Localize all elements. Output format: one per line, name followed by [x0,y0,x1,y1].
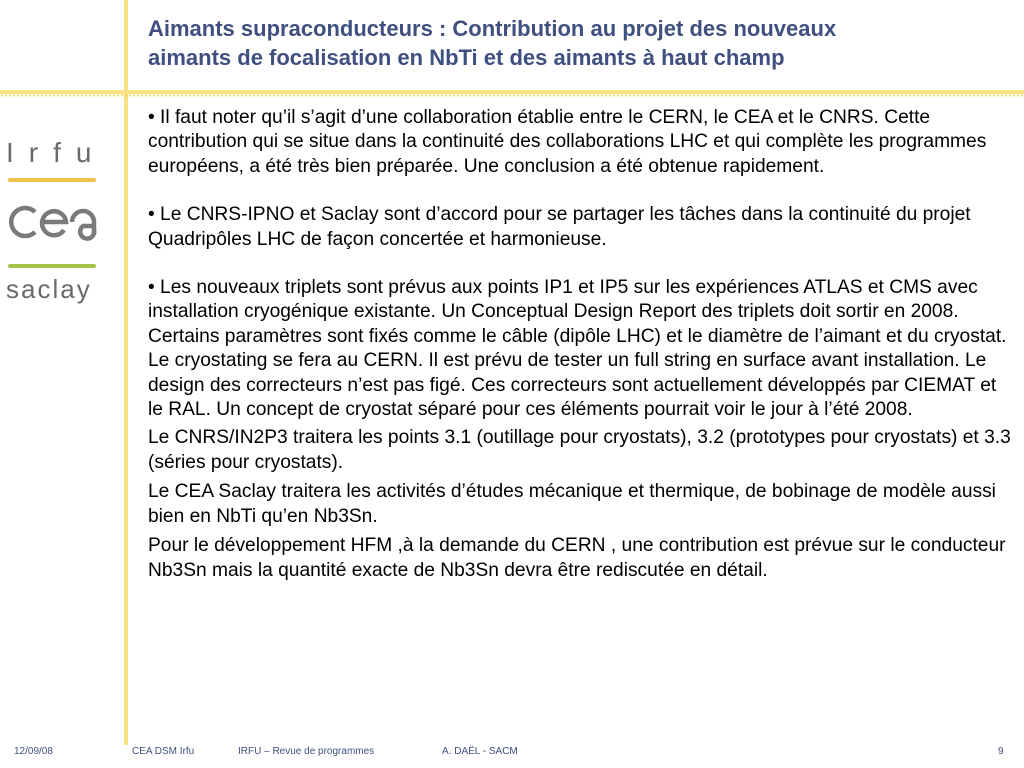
footer-author: A. DAËL - SACM [442,746,518,757]
irfu-logo-bar [8,178,96,182]
paragraph-cea: Le CEA Saclay traitera les activités d’études mécanique et thermique, de bobinage de modèle aussi bien en NbTi qu’en Nb3Sn. [148,481,996,527]
slide-title [148,14,1008,72]
vertical-divider [124,0,128,745]
saclay-logo: saclay [6,274,92,304]
title-divider-dots [0,94,1024,97]
paragraph-hfm: Pour le développement HFM ,à la demande du CERN , une contribution est prévue sur le conducteur Nb3Sn mais la quantité exacte de Nb3Sn devra être rediscutée en détail. [148,535,1006,581]
bullet-task-sharing: • Le CNRS-IPNO et Saclay sont d’accord pour se partager les tâches dans la continuité du projet Quadripôles LHC de façon concertée et harmonieuse. [148,204,971,250]
cea-logo [8,200,98,244]
page-number: 9 [998,746,1004,757]
slide-title-line-1: Aimants supraconducteurs : Contribution au projet des nouveaux [148,16,837,41]
footer-date: 12/09/08 [14,746,53,757]
cea-logo-icon [8,200,98,244]
bullet-triplets: • Les nouveaux triplets sont prévus aux points IP1 et IP5 sur les expériences ATLAS et CMS avec installation cryogénique existante. Un Conceptual Design Report des triplets doit sortir en 2008. Certains paramètres sont fixés comme le câble (dipôle LHC) et le diamètre de l’aimant et du cryostat. Le cryostating se fera au CERN. Il est prévu de tester un full string en surface avant installation. Le design des correcteurs n’est pas figé. Ces correcteurs sont actuellement développés par CIEMAT et le RAL. Un concept de cryostat séparé pour ces éléments pourrait voir le jour à l’été 2008. [148,277,1007,421]
irfu-logo: Irfu [6,137,107,168]
bullet-collaboration: • Il faut noter qu’il s’agit d’une collaboration établie entre le CERN, le CEA et le CNRS. Cette contribution qui se situe dans la continuité des collaborations LHC et qui complète les programmes européens, a été très bien préparée. Une conclusion a été obtenue rapidement. [148,107,987,177]
slide-body [148,106,1014,588]
footer-event: IRFU – Revue de programmes [238,746,375,757]
paragraph-cnrs: Le CNRS/IN2P3 traitera les points 3.1 (outillage pour cryostats), 3.2 (prototypes pour cryostats) et 3.3 (séries pour cryostats). [148,427,1011,473]
saclay-logo-bar [8,264,96,268]
slide-title-line-2: aimants de focalisation en NbTi et des aimants à haut champ [148,45,785,70]
footer-organization: CEA DSM Irfu [132,746,195,757]
